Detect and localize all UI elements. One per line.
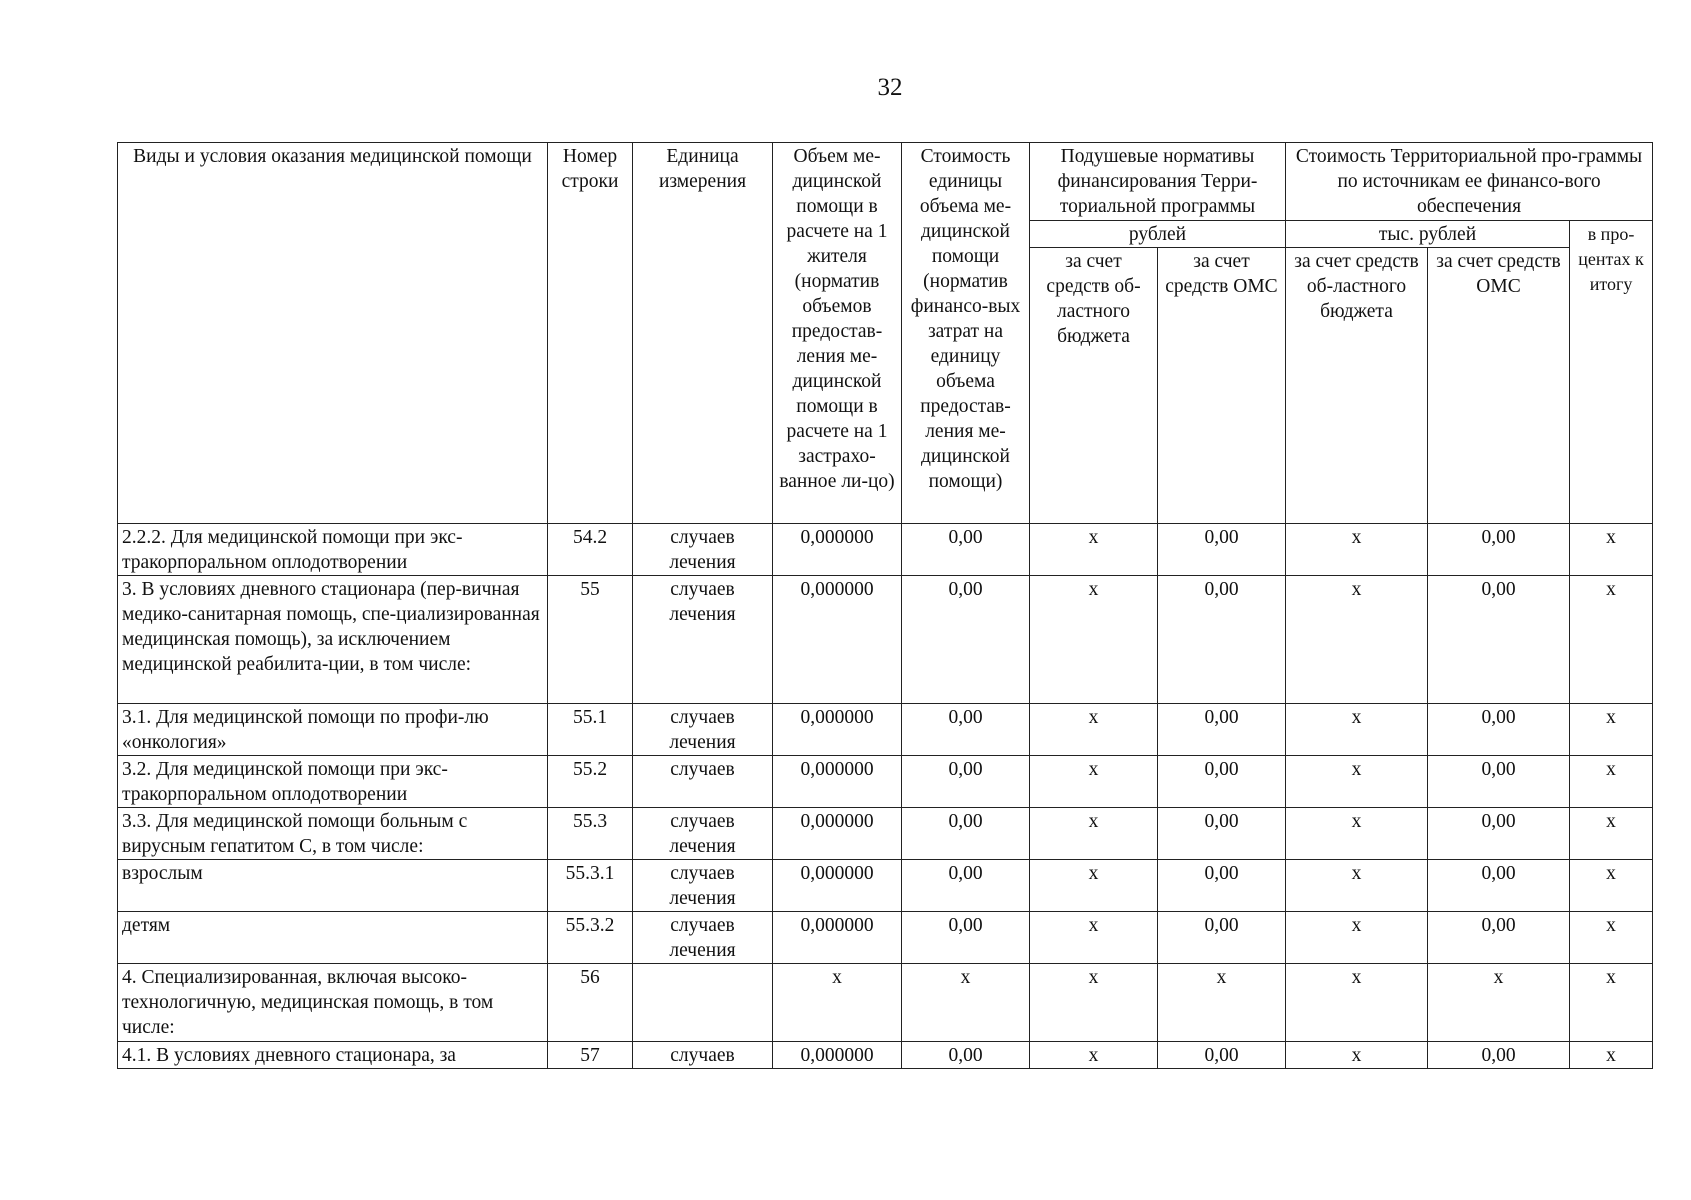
row-pc-regional: х	[1030, 912, 1158, 964]
header-row-number: Номер строки	[548, 143, 633, 524]
table-row	[118, 1042, 1653, 1069]
page-number: 32	[877, 74, 903, 101]
row-name: 4.1. В условиях дневного стационара, за	[118, 1042, 548, 1069]
row-unit: случаев лечения	[633, 860, 773, 912]
row-name: 3.2. Для медицинской помощи при экс-тракорпоральном оплодотворении	[118, 756, 548, 808]
header-cp-oms: за счет средств ОМС	[1428, 248, 1570, 524]
row-cost: 0,00	[902, 756, 1030, 808]
table-row	[118, 964, 1653, 1042]
row-cp-regional: х	[1286, 756, 1428, 808]
row-cost: х	[902, 964, 1030, 1042]
row-volume: 0,000000	[773, 576, 902, 704]
row-name: 3.3. Для медицинской помощи больным с вирусным гепатитом С, в том числе:	[118, 808, 548, 860]
table-row	[118, 524, 1653, 576]
table-row	[118, 860, 1653, 912]
row-cp-oms: 0,00	[1428, 524, 1570, 576]
row-unit: случаев лечения	[633, 524, 773, 576]
header-pc-oms: за счет средств ОМС	[1158, 248, 1286, 524]
header-unit-rub: рублей	[1030, 221, 1286, 248]
row-percent: х	[1570, 808, 1653, 860]
row-name: 3.1. Для медицинской помощи по профи-лю «онкология»	[118, 704, 548, 756]
row-percent: х	[1570, 964, 1653, 1042]
row-number: 55.2	[548, 756, 633, 808]
row-number: 57	[548, 1042, 633, 1069]
row-cost: 0,00	[902, 704, 1030, 756]
row-cp-regional: х	[1286, 704, 1428, 756]
row-cp-oms: 0,00	[1428, 756, 1570, 808]
row-pc-regional: х	[1030, 704, 1158, 756]
table-row	[118, 912, 1653, 964]
header-program-cost-group: Стоимость Территориальной про-граммы по источникам ее финансо-вого обеспечения	[1286, 143, 1653, 221]
row-pc-regional: х	[1030, 756, 1158, 808]
row-cp-oms: 0,00	[1428, 808, 1570, 860]
row-cp-oms: 0,00	[1428, 704, 1570, 756]
row-cost: 0,00	[902, 860, 1030, 912]
row-pc-regional: х	[1030, 860, 1158, 912]
row-cp-oms: х	[1428, 964, 1570, 1042]
header-per-capita-group: Подушевые нормативы финансирования Терри-ториальной программы	[1030, 143, 1286, 221]
row-number: 55.1	[548, 704, 633, 756]
row-volume: 0,000000	[773, 860, 902, 912]
row-name: взрослым	[118, 860, 548, 912]
row-unit: случаев лечения	[633, 576, 773, 704]
row-cost: 0,00	[902, 1042, 1030, 1069]
row-pc-oms: 0,00	[1158, 912, 1286, 964]
row-pc-oms: 0,00	[1158, 860, 1286, 912]
row-cp-oms: 0,00	[1428, 860, 1570, 912]
row-pc-regional: х	[1030, 524, 1158, 576]
row-cost: 0,00	[902, 912, 1030, 964]
row-volume: х	[773, 964, 902, 1042]
table-body	[118, 524, 1653, 1069]
row-volume: 0,000000	[773, 1042, 902, 1069]
row-percent: х	[1570, 756, 1653, 808]
row-unit: случаев	[633, 756, 773, 808]
header-unit: Единица измерения	[633, 143, 773, 524]
row-cost: 0,00	[902, 576, 1030, 704]
row-unit: случаев лечения	[633, 912, 773, 964]
table-row	[118, 808, 1653, 860]
row-cp-regional: х	[1286, 860, 1428, 912]
row-pc-regional: х	[1030, 964, 1158, 1042]
row-pc-oms: 0,00	[1158, 576, 1286, 704]
table-header	[118, 143, 1653, 524]
row-unit	[633, 964, 773, 1042]
row-name: детям	[118, 912, 548, 964]
row-cp-oms: 0,00	[1428, 912, 1570, 964]
row-cp-regional: х	[1286, 576, 1428, 704]
row-number: 55.3.2	[548, 912, 633, 964]
row-unit: случаев лечения	[633, 704, 773, 756]
row-percent: х	[1570, 524, 1653, 576]
table-row	[118, 704, 1653, 756]
row-pc-regional: х	[1030, 808, 1158, 860]
table-row	[118, 756, 1653, 808]
row-unit: случаев	[633, 1042, 773, 1069]
row-cp-regional: х	[1286, 912, 1428, 964]
row-cp-regional: х	[1286, 808, 1428, 860]
row-pc-oms: 0,00	[1158, 1042, 1286, 1069]
header-cp-regional: за счет средств об-ластного бюджета	[1286, 248, 1428, 524]
row-cost: 0,00	[902, 808, 1030, 860]
row-unit: случаев лечения	[633, 808, 773, 860]
row-pc-oms: х	[1158, 964, 1286, 1042]
row-cp-regional: х	[1286, 1042, 1428, 1069]
row-cp-regional: х	[1286, 524, 1428, 576]
header-unit-cost: Стоимость единицы объема ме-дицинской помощи (норматив финансо-вых затрат на единицу объема предостав-ления ме-дицинской помощи)	[902, 143, 1030, 524]
row-name: 3. В условиях дневного стационара (пер-вичная медико-санитарная помощь, спе-циализированная медицинская помощь), за исключением медицинской реабилита-ции, в том числе:	[118, 576, 548, 704]
row-pc-oms: 0,00	[1158, 808, 1286, 860]
row-percent: х	[1570, 912, 1653, 964]
row-percent: х	[1570, 576, 1653, 704]
row-pc-oms: 0,00	[1158, 756, 1286, 808]
row-number: 56	[548, 964, 633, 1042]
header-pc-regional: за счет средств об-ластного бюджета	[1030, 248, 1158, 524]
header-unit-thousand-rub: тыс. рублей	[1286, 221, 1570, 248]
financing-table	[117, 142, 1653, 1069]
row-name: 2.2.2. Для медицинской помощи при экс-тракорпоральном оплодотворении	[118, 524, 548, 576]
row-pc-oms: 0,00	[1158, 704, 1286, 756]
row-volume: 0,000000	[773, 808, 902, 860]
row-name: 4. Специализированная, включая высоко-технологичную, медицинская помощь, в том числе:	[118, 964, 548, 1042]
row-number: 54.2	[548, 524, 633, 576]
row-cp-oms: 0,00	[1428, 1042, 1570, 1069]
row-cp-oms: 0,00	[1428, 576, 1570, 704]
row-percent: х	[1570, 1042, 1653, 1069]
header-volume: Объем ме-дицинской помощи в расчете на 1 жителя (норматив объемов предостав-ления ме-дицинской помощи в расчете на 1 застрахо-ванное ли-цо)	[773, 143, 902, 524]
row-pc-oms: 0,00	[1158, 524, 1286, 576]
row-pc-regional: х	[1030, 576, 1158, 704]
header-percent: в про-центах к итогу	[1570, 221, 1653, 524]
row-pc-regional: х	[1030, 1042, 1158, 1069]
header-kind-of-care: Виды и условия оказания медицинской помощи	[118, 143, 548, 524]
row-cp-regional: х	[1286, 964, 1428, 1042]
row-number: 55.3	[548, 808, 633, 860]
row-number: 55	[548, 576, 633, 704]
row-volume: 0,000000	[773, 912, 902, 964]
row-percent: х	[1570, 704, 1653, 756]
row-cost: 0,00	[902, 524, 1030, 576]
row-volume: 0,000000	[773, 524, 902, 576]
row-volume: 0,000000	[773, 704, 902, 756]
row-percent: х	[1570, 860, 1653, 912]
row-volume: 0,000000	[773, 756, 902, 808]
row-number: 55.3.1	[548, 860, 633, 912]
table-row	[118, 576, 1653, 704]
